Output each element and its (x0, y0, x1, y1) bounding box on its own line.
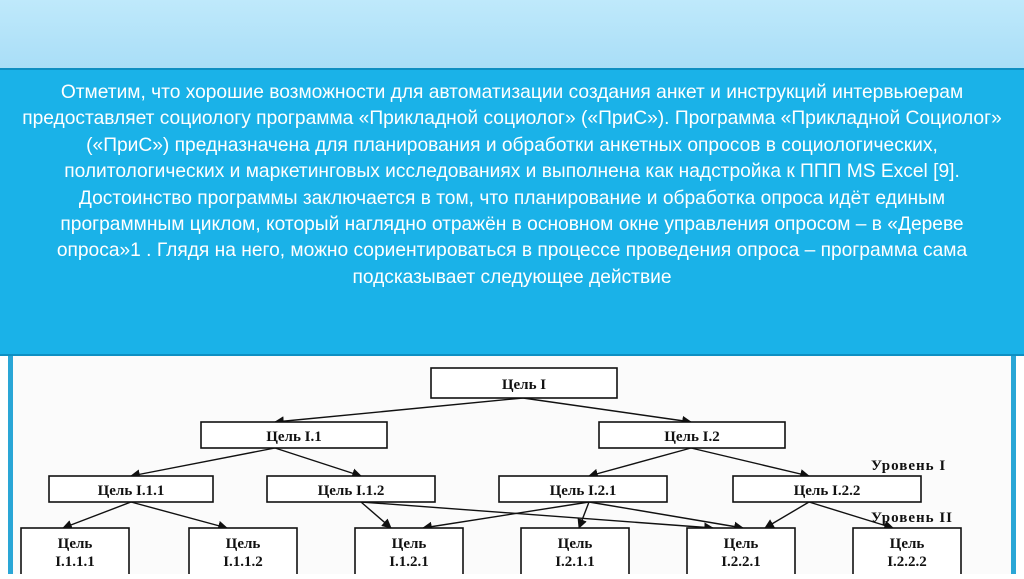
edge-i21-to-i211 (579, 502, 589, 528)
edge-i11-to-i111 (63, 502, 131, 528)
node-i211-line2: I.2.1.1 (555, 554, 595, 570)
goal-tree-diagram (8, 356, 1016, 574)
edge-i12-to-i121 (361, 502, 391, 528)
edge-i1-to-i11 (131, 448, 275, 476)
node-i221 (687, 528, 795, 574)
node-i12 (267, 476, 435, 502)
tree-edges (63, 398, 893, 528)
node-i211 (521, 528, 629, 574)
level-label-1: Уровень I (871, 458, 947, 474)
node-i1 (201, 422, 387, 448)
node-i221-line1: Цель (723, 536, 759, 552)
edge-root-to-i1 (275, 398, 523, 422)
node-i22-label: Цель I.2.2 (793, 483, 861, 499)
node-i222-line1: Цель (889, 536, 925, 552)
node-i2-label: Цель I.2 (664, 429, 720, 445)
node-i112 (189, 528, 297, 574)
node-i222 (853, 528, 961, 574)
node-i11-label: Цель I.1.1 (97, 483, 165, 499)
edge-i22-to-i221 (765, 502, 809, 528)
edge-i2-to-i22 (691, 448, 809, 476)
node-i112-line1: Цель (225, 536, 261, 552)
edge-i2-to-i21 (589, 448, 691, 476)
node-i12-label: Цель I.1.2 (317, 483, 385, 499)
node-i112-line2: I.1.1.2 (223, 554, 263, 570)
description-paragraph: Отметим, что хорошие возможности для автоматизации создания анкет и инструкций интервьюерам предоставляет социологу программа «Прикладной социолог» («ПриС»). Программа «Прикладной Социолог» («ПриС») предназначена для планирования и обработки анкетных опросов в социологических, политологических и маркетинговых исследованиях и выполнена как надстройка к ППП MS Excel [9]. Достоинство программы заключается в том, что планирование и обработка опроса идёт единым программным циклом, который наглядно отражён в основном окне управления опросом – в «Дереве опроса»1 . Глядя на него, можно сориентироваться в процессе проведения опроса – программа сама подсказывает следующее действие (22, 82, 1002, 288)
node-i111 (21, 528, 129, 574)
node-i111-line1: Цель (57, 536, 93, 552)
node-root (431, 368, 617, 398)
edge-i12-to-i221 (361, 502, 713, 528)
node-i211-line1: Цель (557, 536, 593, 552)
edge-i21-to-i121 (423, 502, 589, 528)
node-i1-label: Цель I.1 (266, 429, 322, 445)
node-i111-line2: I.1.1.1 (55, 554, 95, 570)
node-root-label: Цель I (501, 377, 547, 393)
text-panel (0, 68, 1024, 356)
node-i22 (733, 476, 921, 502)
edge-i11-to-i112 (131, 502, 227, 528)
node-i2 (599, 422, 785, 448)
level-label-2: Уровень II (871, 510, 954, 526)
goal-tree-svg (13, 356, 1011, 574)
top-band (0, 0, 1024, 68)
edge-i1-to-i12 (275, 448, 361, 476)
node-i121-line1: Цель (391, 536, 427, 552)
node-i21 (499, 476, 667, 502)
edge-root-to-i2 (523, 398, 691, 422)
node-i11 (49, 476, 213, 502)
node-i121 (355, 528, 463, 574)
node-i221-line2: I.2.2.1 (721, 554, 761, 570)
node-i21-label: Цель I.2.1 (549, 483, 617, 499)
node-i121-line2: I.1.2.1 (389, 554, 429, 570)
node-i222-line2: I.2.2.2 (887, 554, 927, 570)
